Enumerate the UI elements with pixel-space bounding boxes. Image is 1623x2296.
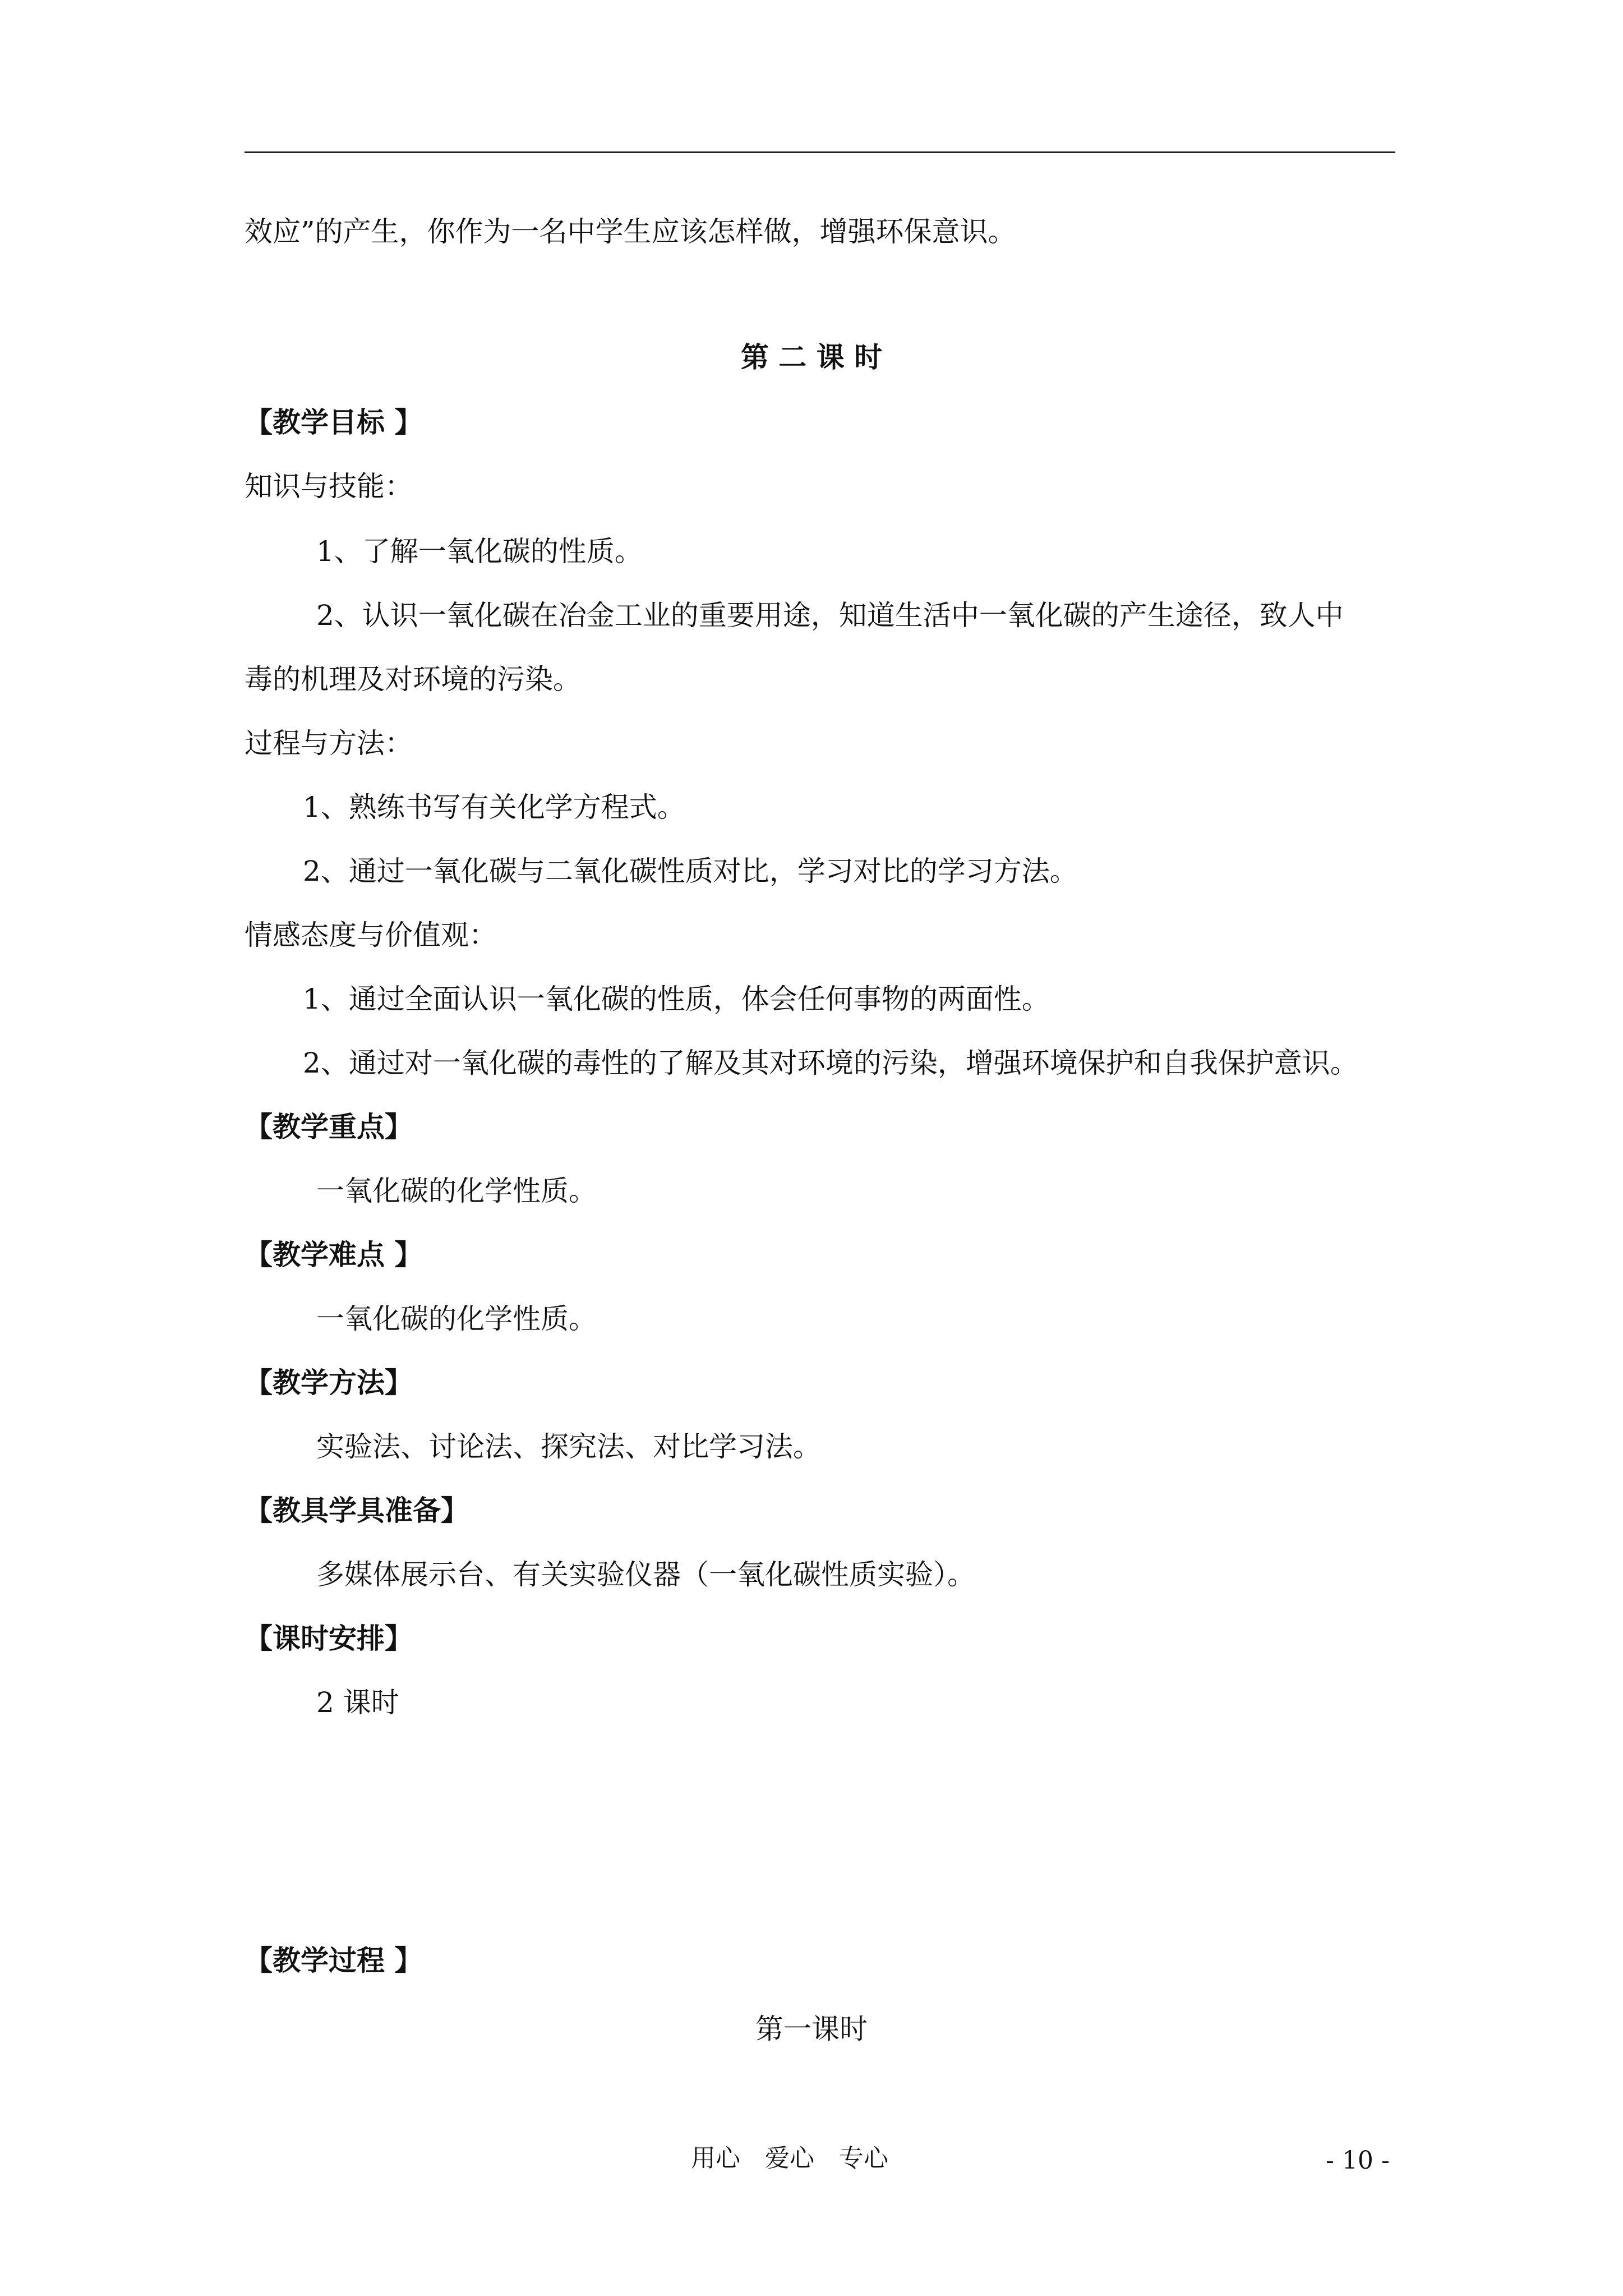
key-points-heading: 【教学重点】 xyxy=(245,1110,413,1143)
knowledge-item-2-line-2: 毒的机理及对环境的污染。 xyxy=(245,663,581,696)
knowledge-item-2-line-1: 2、认识一氧化碳在冶金工业的重要用途，知道生活中一氧化碳的产生途径，致人中 xyxy=(316,599,1344,632)
knowledge-item-1: 1、了解一氧化碳的性质。 xyxy=(316,535,643,568)
process-item-2: 2、通过一氧化碳与二氧化碳性质对比，学习对比的学习方法。 xyxy=(303,855,1078,887)
teaching-process-heading: 【教学过程 】 xyxy=(245,1944,423,1977)
page-number: - 10 - xyxy=(1326,2146,1390,2175)
header-rule xyxy=(245,151,1395,153)
difficulty-text: 一氧化碳的化学性质。 xyxy=(316,1303,597,1335)
footer-slogan: 用心 爱心 专心 xyxy=(691,2144,888,2173)
method-text: 实验法、讨论法、探究法、对比学习法。 xyxy=(316,1430,821,1463)
objectives-heading: 【教学目标 】 xyxy=(245,406,423,439)
first-lesson-title: 第一课时 xyxy=(755,2013,868,2045)
attitude-item-2: 2、通过对一氧化碳的毒性的了解及其对环境的污染，增强环境保护和自我保护意识。 xyxy=(303,1047,1358,1079)
method-heading: 【教学方法】 xyxy=(245,1366,413,1399)
lesson-title: 第 二 课 时 xyxy=(740,341,883,374)
tools-text: 多媒体展示台、有关实验仪器（一氧化碳性质实验）。 xyxy=(316,1558,975,1591)
attitude-label: 情感态度与价值观： xyxy=(245,919,497,951)
tools-heading: 【教具学具准备】 xyxy=(245,1494,469,1527)
knowledge-label: 知识与技能： xyxy=(245,470,413,503)
difficulty-heading: 【教学难点 】 xyxy=(245,1238,423,1271)
key-points-text: 一氧化碳的化学性质。 xyxy=(316,1175,597,1207)
attitude-item-1: 1、通过全面认识一氧化碳的性质，体会任何事物的两面性。 xyxy=(303,983,1050,1015)
schedule-heading: 【课时安排】 xyxy=(245,1622,413,1655)
continuation-text: 效应”的产生，你作为一名中学生应该怎样做，增强环保意识。 xyxy=(245,215,1016,248)
process-label: 过程与方法： xyxy=(245,727,413,760)
process-item-1: 1、熟练书写有关化学方程式。 xyxy=(303,791,685,823)
schedule-text: 2 课时 xyxy=(316,1686,399,1719)
